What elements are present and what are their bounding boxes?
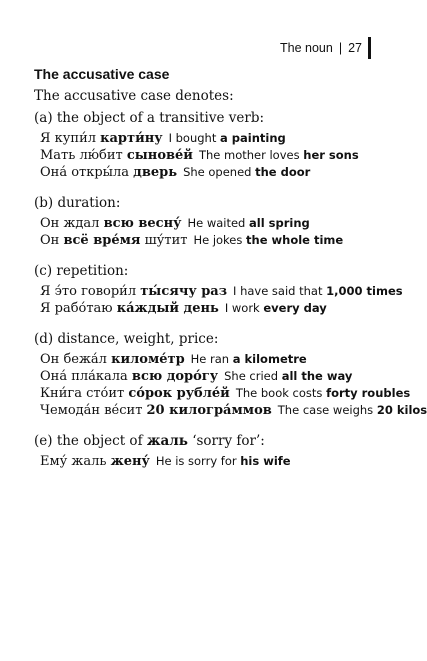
english-translation xyxy=(193,233,343,247)
english-emphasis: forty roubles xyxy=(326,386,411,400)
english-translation xyxy=(233,284,403,298)
example-list xyxy=(40,351,427,419)
example-list xyxy=(40,283,403,317)
english-emphasis: every day xyxy=(263,301,327,315)
russian-accusative: жену́ xyxy=(110,454,150,469)
english-text: I work xyxy=(224,301,264,315)
russian-accusative: 20 килогра́ммов xyxy=(146,403,272,418)
russian-example xyxy=(40,352,185,367)
russian-accusative: ка́ждый день xyxy=(116,301,219,316)
russian-accusative: карти́ну xyxy=(100,131,163,146)
russian-text: Кни́га сто́ит xyxy=(40,386,129,401)
category-label: (c) repetition: xyxy=(34,263,129,279)
russian-example xyxy=(40,454,150,469)
russian-text: Я э́то говори́л xyxy=(40,284,141,299)
russian-example xyxy=(40,148,193,163)
russian-accusative: киломе́тр xyxy=(111,352,185,367)
category-label-gloss: ‘sorry for’: xyxy=(187,433,265,449)
english-text: He is sorry for xyxy=(155,454,241,468)
running-header xyxy=(280,37,371,59)
russian-accusative: со́рок рубле́й xyxy=(128,386,230,401)
category-label: (b) duration: xyxy=(34,195,121,211)
russian-accusative: всё вре́мя xyxy=(63,233,141,248)
example-row xyxy=(40,232,383,249)
example-list xyxy=(40,453,383,470)
russian-accusative: ты́сячу раз xyxy=(140,284,228,299)
english-text: He jokes xyxy=(193,233,247,247)
category-label: (a) the object of a transitive verb: xyxy=(34,110,265,126)
category-label-keyword: жаль xyxy=(146,433,188,449)
english-translation xyxy=(278,403,427,417)
english-emphasis: a kilometre xyxy=(232,352,307,366)
russian-text: Мать лю́бит xyxy=(40,148,127,163)
example-list xyxy=(40,215,383,249)
russian-text: Я рабо́таю xyxy=(40,301,117,316)
english-text: She cried xyxy=(224,369,282,383)
english-text: He ran xyxy=(190,352,233,366)
russian-example xyxy=(40,403,272,418)
example-row xyxy=(40,130,383,147)
russian-text: Чемода́н ве́сит xyxy=(40,403,147,418)
english-translation xyxy=(199,148,359,162)
russian-text: Я купи́л xyxy=(40,131,101,146)
russian-text: Он бежа́л xyxy=(40,352,112,367)
english-emphasis: all spring xyxy=(249,216,310,230)
page-content xyxy=(34,66,427,484)
example-row xyxy=(40,385,411,402)
english-text: The case weighs xyxy=(277,403,377,417)
english-emphasis: the door xyxy=(255,165,311,179)
russian-accusative: сынове́й xyxy=(126,148,193,163)
russian-example xyxy=(40,216,181,231)
english-translation xyxy=(156,454,291,468)
english-emphasis: a painting xyxy=(220,131,286,145)
english-emphasis: all the way xyxy=(281,369,353,383)
example-row xyxy=(40,283,403,300)
russian-example xyxy=(40,165,177,180)
example-row xyxy=(40,453,383,470)
thumb-tab-bar xyxy=(368,37,371,59)
russian-text-after: шу́тит xyxy=(140,233,188,248)
english-emphasis: his wife xyxy=(240,454,291,468)
english-text: The book costs xyxy=(235,386,327,400)
russian-example xyxy=(40,369,218,384)
english-text: I have said that xyxy=(233,284,327,298)
english-translation xyxy=(236,386,410,400)
russian-text: Он ждал xyxy=(40,216,104,231)
example-row xyxy=(40,300,383,317)
russian-example xyxy=(40,233,187,248)
section-title: The accusative case xyxy=(34,66,170,82)
category-list xyxy=(34,110,427,470)
example-row xyxy=(40,147,383,164)
english-translation xyxy=(191,352,307,366)
russian-text: Она́ откры́ла xyxy=(40,165,134,180)
header-divider: | xyxy=(338,41,343,55)
russian-example xyxy=(40,386,230,401)
russian-accusative: дверь xyxy=(133,165,178,180)
russian-text: Она́ пла́кала xyxy=(40,369,132,384)
russian-text: Ему́ жаль xyxy=(40,454,111,469)
english-emphasis: 1,000 times xyxy=(326,284,403,298)
category-label: (d) distance, weight, price: xyxy=(34,331,219,347)
page-number: 27 xyxy=(348,41,362,55)
english-emphasis: 20 kilos xyxy=(376,403,427,417)
english-emphasis: the whole time xyxy=(246,233,344,247)
russian-example xyxy=(40,131,163,146)
english-text: She opened xyxy=(183,165,256,179)
example-row xyxy=(40,402,427,419)
russian-text: Он xyxy=(40,233,64,248)
example-row xyxy=(40,215,383,232)
russian-example xyxy=(40,301,219,316)
english-text: I bought xyxy=(168,131,220,145)
english-emphasis: her sons xyxy=(303,148,359,162)
english-translation xyxy=(169,131,286,145)
english-translation xyxy=(187,216,309,230)
russian-accusative: всю весну́ xyxy=(103,216,182,231)
russian-example xyxy=(40,284,227,299)
running-title: The noun xyxy=(280,41,333,55)
section-intro: The accusative case denotes: xyxy=(34,88,234,104)
example-row xyxy=(40,368,383,385)
english-translation xyxy=(183,165,310,179)
category-label-text: (e) the object of xyxy=(34,433,147,449)
english-translation xyxy=(225,301,327,315)
example-list xyxy=(40,130,383,181)
example-row xyxy=(40,351,383,368)
english-text: He waited xyxy=(187,216,250,230)
category-label xyxy=(34,433,383,449)
english-translation xyxy=(224,369,352,383)
example-row xyxy=(40,164,383,181)
english-text: The mother loves xyxy=(198,148,304,162)
russian-accusative: всю доро́гу xyxy=(131,369,219,384)
